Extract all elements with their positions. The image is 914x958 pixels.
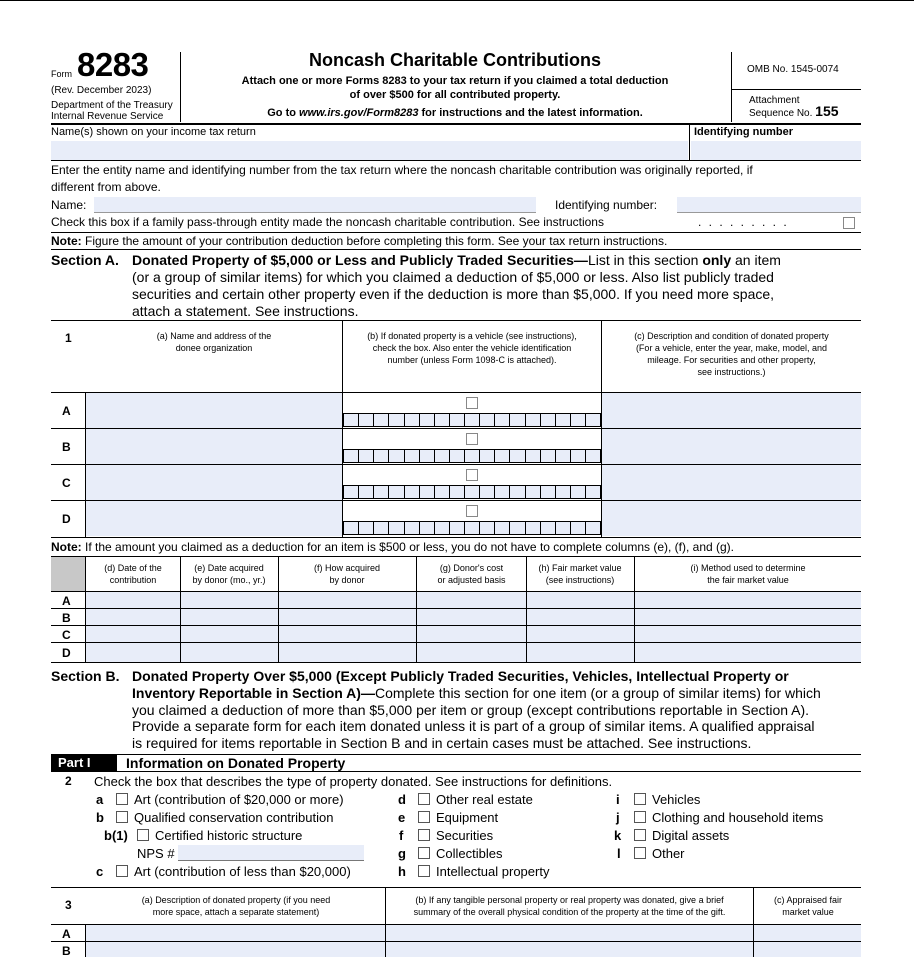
line-2-text: Check the box that describes the type of property donated. See instructions for definitions. bbox=[94, 774, 613, 789]
col-g-header-1: (g) Donor's cost bbox=[439, 563, 504, 573]
section-a-title-rest2: an item bbox=[731, 252, 781, 268]
family-entity-checkbox[interactable] bbox=[843, 217, 855, 229]
row-c-donee-input[interactable] bbox=[86, 465, 342, 500]
names-input[interactable] bbox=[51, 141, 688, 160]
option-h-checkbox[interactable] bbox=[418, 865, 430, 877]
col3-a-header bbox=[88, 894, 384, 918]
row-a-label: A bbox=[62, 404, 71, 418]
option-k-checkbox[interactable] bbox=[634, 829, 646, 841]
row-c-description-input[interactable] bbox=[602, 465, 861, 500]
col-c-header-4: see instructions.) bbox=[697, 367, 766, 377]
col-b-header bbox=[343, 330, 601, 366]
row-d-vin-input[interactable] bbox=[343, 521, 601, 535]
col3-a-header-1: (a) Description of donated property (if you need bbox=[141, 895, 331, 905]
section-b-title-1: Donated Property Over $5,000 (Except Publicly Traded Securities, Vehicles, Intellectual Property or bbox=[132, 668, 789, 684]
col-c-header-1: (c) Description and condition of donated property bbox=[634, 331, 829, 341]
names-label: Name(s) shown on your income tax return bbox=[51, 126, 256, 138]
option-e-letter: e bbox=[398, 810, 406, 825]
table2-row-d-label: D bbox=[62, 646, 71, 660]
part-1-label: Part I bbox=[58, 755, 91, 770]
attach-instruction-2: of over $500 for all contributed property. bbox=[349, 89, 561, 101]
row-a-vehicle-checkbox[interactable] bbox=[466, 397, 478, 409]
table2-row-a-fill[interactable] bbox=[86, 592, 861, 608]
row-b-label: B bbox=[62, 440, 71, 454]
option-l-label: Other bbox=[652, 846, 685, 861]
row-d-description-input[interactable] bbox=[602, 501, 861, 536]
row-b-donee-input[interactable] bbox=[86, 429, 342, 464]
sequence-number: 155 bbox=[815, 103, 839, 119]
section-a-line3: securities and certain other property even if the deduction is more than $5,000. If you need more space, bbox=[132, 286, 775, 302]
option-f-label: Securities bbox=[436, 828, 494, 843]
col-i-header bbox=[635, 562, 861, 586]
irs-label: Internal Revenue Service bbox=[51, 111, 164, 122]
option-h-letter: h bbox=[398, 864, 406, 879]
note-bold: Note: bbox=[51, 234, 82, 248]
option-g-letter: g bbox=[398, 846, 406, 861]
option-j-checkbox[interactable] bbox=[634, 811, 646, 823]
row-c-label: C bbox=[62, 476, 71, 490]
option-d-label: Other real estate bbox=[436, 792, 533, 807]
col-f-header-2: by donor bbox=[329, 575, 365, 585]
col-e-header bbox=[181, 562, 277, 586]
nps-label: NPS # bbox=[137, 846, 175, 861]
attach-instruction-1: Attach one or more Forms 8283 to your tax return if you claimed a total deduction bbox=[241, 75, 669, 87]
col-g-header bbox=[417, 562, 526, 586]
note-500-bold: Note: bbox=[51, 540, 82, 554]
col-d-header-1: (d) Date of the bbox=[104, 563, 162, 573]
goto-prefix: Go to bbox=[267, 107, 300, 119]
row-a-description-input[interactable] bbox=[602, 393, 861, 428]
col-f-header-1: (f) How acquired bbox=[313, 563, 381, 573]
leader-dots: . . . . . . . . . bbox=[698, 215, 789, 229]
form-label: Form bbox=[51, 69, 72, 79]
sequence-label bbox=[749, 103, 839, 119]
table3-row-b-fill[interactable] bbox=[86, 942, 861, 957]
entity-instruction-1: Enter the entity name and identifying number from the tax return where the noncash charitable contribution was originally reported, if bbox=[51, 163, 753, 177]
col3-b-header-1: (b) If any tangible personal property or real property was donated, give a brief bbox=[415, 895, 724, 905]
section-b-line5: is required for items reportable in Section B and in certain cases must be attached. See instructions. bbox=[132, 735, 752, 751]
col-b-header-2: check the box. Also enter the vehicle identification bbox=[372, 343, 572, 353]
option-b-label: Qualified conservation contribution bbox=[134, 810, 334, 825]
option-h-label: Intellectual property bbox=[436, 864, 550, 879]
row-d-donee-input[interactable] bbox=[86, 501, 342, 536]
col3-a-header-2: more space, attach a separate statement) bbox=[152, 907, 320, 917]
form-title: Noncash Charitable Contributions bbox=[308, 50, 602, 70]
option-d-letter: d bbox=[398, 792, 406, 807]
col-a-header-2: donee organization bbox=[175, 343, 253, 353]
option-c-checkbox[interactable] bbox=[116, 865, 128, 877]
goto-instruction bbox=[190, 107, 720, 119]
table2-row-c-fill[interactable] bbox=[86, 626, 861, 642]
option-c-letter: c bbox=[96, 864, 104, 879]
option-g-checkbox[interactable] bbox=[418, 847, 430, 859]
part-1-title: Information on Donated Property bbox=[126, 755, 346, 771]
table3-row-a-label: A bbox=[62, 927, 71, 941]
line-1-number: 1 bbox=[65, 331, 72, 345]
table2-row-d-fill[interactable] bbox=[86, 643, 861, 662]
option-i-label: Vehicles bbox=[652, 792, 701, 807]
note-text: Figure the amount of your contribution deduction before completing this form. See your tax return instructions. bbox=[81, 234, 668, 248]
col3-b-header-2: summary of the overall physical condition of the property at the time of the gift. bbox=[413, 907, 726, 917]
col3-c-header-2: market value bbox=[782, 907, 834, 917]
irs-url-link[interactable]: www.irs.gov/Form8283 bbox=[299, 107, 419, 119]
col-d-header-2: contribution bbox=[109, 575, 157, 585]
col-a-header bbox=[88, 330, 340, 354]
option-g-label: Collectibles bbox=[436, 846, 503, 861]
col-d-header bbox=[86, 562, 180, 586]
section-b-title-2 bbox=[132, 685, 821, 701]
option-f-letter: f bbox=[399, 828, 404, 843]
line-2-number: 2 bbox=[65, 774, 72, 788]
col-a-header-1: (a) Name and address of the bbox=[156, 331, 272, 341]
option-d-checkbox[interactable] bbox=[418, 793, 430, 805]
row-b-description-input[interactable] bbox=[602, 429, 861, 464]
section-a-line2: (or a group of similar items) for which you claimed a deduction of $5,000 or less. Also list publicly traded bbox=[132, 269, 774, 285]
col-e-header-1: (e) Date acquired bbox=[194, 563, 264, 573]
department: Department of the Treasury bbox=[51, 100, 173, 111]
family-entity-check-text: Check this box if a family pass-through entity made the noncash charitable contribution. See instructions bbox=[51, 215, 604, 229]
entity-id-label: Identifying number: bbox=[555, 198, 658, 212]
col-g-header-2: or adjusted basis bbox=[437, 575, 506, 585]
row-b-vin-input[interactable] bbox=[343, 449, 601, 463]
col3-b-header bbox=[387, 894, 752, 918]
row-c-vehicle-checkbox[interactable] bbox=[466, 469, 478, 481]
option-i-checkbox[interactable] bbox=[634, 793, 646, 805]
col-f-header bbox=[279, 562, 415, 586]
row-a-donee-input[interactable] bbox=[86, 393, 342, 428]
option-b1-letter: b(1) bbox=[104, 828, 128, 843]
col-c-header bbox=[604, 330, 859, 378]
note-500-or-less bbox=[51, 540, 734, 554]
table3-row-a-fill[interactable] bbox=[86, 925, 861, 941]
revision-date: (Rev. December 2023) bbox=[51, 85, 152, 96]
section-b-label: Section B. bbox=[51, 668, 120, 684]
option-a-label: Art (contribution of $20,000 or more) bbox=[134, 792, 344, 807]
table2-row-b-fill[interactable] bbox=[86, 609, 861, 625]
line-3-number: 3 bbox=[65, 898, 72, 912]
option-e-label: Equipment bbox=[436, 810, 499, 825]
col3-c-header-1: (c) Appraised fair bbox=[773, 895, 843, 905]
option-j-label: Clothing and household items bbox=[652, 810, 824, 825]
table2-row-a-label: A bbox=[62, 594, 71, 608]
col-h-header bbox=[527, 562, 633, 586]
note-500-text: If the amount you claimed as a deduction for an item is $500 or less, you do not have to complete columns (e), (f), and (g). bbox=[81, 540, 735, 554]
col-i-header-1: (i) Method used to determine bbox=[690, 563, 806, 573]
section-b-line4: Provide a separate form for each item donated unless it is part of a group of similar items. A qualified appraisal bbox=[132, 718, 815, 734]
section-b-title-2-rest: Complete this section for one item (or a group of similar items) for which bbox=[374, 685, 821, 701]
section-a-label: Section A. bbox=[51, 252, 119, 268]
col-e-header-2: by donor (mo., yr.) bbox=[192, 575, 266, 585]
col-h-header-2: (see instructions) bbox=[545, 575, 615, 585]
entity-name-input[interactable] bbox=[94, 197, 536, 213]
col-h-header-1: (h) Fair market value bbox=[538, 563, 622, 573]
option-c-label: Art (contribution of less than $20,000) bbox=[134, 864, 351, 879]
col-i-header-2: the fair market value bbox=[707, 575, 789, 585]
entity-name-label: Name: bbox=[51, 198, 87, 212]
goto-suffix: for instructions and the latest information. bbox=[418, 107, 643, 119]
table3-row-b-label: B bbox=[62, 944, 71, 958]
option-l-letter: l bbox=[617, 846, 621, 861]
option-b-letter: b bbox=[96, 810, 104, 825]
option-b1-label: Certified historic structure bbox=[155, 828, 303, 843]
section-a-only: only bbox=[702, 252, 732, 268]
col-c-header-2: (For a vehicle, enter the year, make, model, and bbox=[635, 343, 828, 353]
row-b-vehicle-checkbox[interactable] bbox=[466, 433, 478, 445]
section-a-title-bold: Donated Property of $5,000 or Less and Publicly Traded Securities— bbox=[132, 252, 588, 268]
option-i-letter: i bbox=[616, 792, 620, 807]
option-a-checkbox[interactable] bbox=[116, 793, 128, 805]
section-b-line3: you claimed a deduction of more than $5,000 per item or group (except contributions reportable in Section A). bbox=[132, 702, 810, 718]
col-b-header-3: number (unless Form 1098-C is attached). bbox=[387, 355, 557, 365]
col-b-header-1: (b) If donated property is a vehicle (see instructions), bbox=[367, 331, 577, 341]
row-d-label: D bbox=[62, 512, 71, 526]
section-b-title-2-bold: Inventory Reportable in Section A)— bbox=[132, 685, 375, 701]
table2-header-shade bbox=[51, 557, 85, 591]
identifying-number-input[interactable] bbox=[691, 141, 861, 160]
section-a-line4: attach a statement. See instructions. bbox=[132, 303, 359, 319]
identifying-number-label: Identifying number bbox=[694, 126, 793, 138]
section-a-title-rest1: List in this section bbox=[587, 252, 703, 268]
entity-id-input[interactable] bbox=[677, 197, 861, 213]
option-a-letter: a bbox=[96, 792, 104, 807]
option-b1-checkbox[interactable] bbox=[137, 829, 149, 841]
section-a-title bbox=[132, 252, 781, 268]
row-a-vin-input[interactable] bbox=[343, 413, 601, 427]
form-number: 8283 bbox=[77, 46, 149, 83]
omb-number: OMB No. 1545-0074 bbox=[747, 64, 839, 75]
col3-c-header bbox=[755, 894, 861, 918]
row-d-vehicle-checkbox[interactable] bbox=[466, 505, 478, 517]
option-b-checkbox[interactable] bbox=[116, 811, 128, 823]
table2-row-b-label: B bbox=[62, 611, 71, 625]
row-c-vin-input[interactable] bbox=[343, 485, 601, 499]
option-l-checkbox[interactable] bbox=[634, 847, 646, 859]
option-j-letter: j bbox=[616, 810, 620, 825]
sequence-text: Sequence No. bbox=[749, 108, 813, 119]
entity-instruction-2: different from above. bbox=[51, 180, 161, 194]
option-k-letter: k bbox=[614, 828, 622, 843]
option-k-label: Digital assets bbox=[652, 828, 730, 843]
col-c-header-3: mileage. For securities and other property, bbox=[647, 355, 816, 365]
note-figure-deduction bbox=[51, 234, 667, 248]
nps-input[interactable] bbox=[178, 845, 364, 861]
option-f-checkbox[interactable] bbox=[418, 829, 430, 841]
option-e-checkbox[interactable] bbox=[418, 811, 430, 823]
attachment-label: Attachment bbox=[749, 95, 800, 106]
table2-row-c-label: C bbox=[62, 628, 71, 642]
